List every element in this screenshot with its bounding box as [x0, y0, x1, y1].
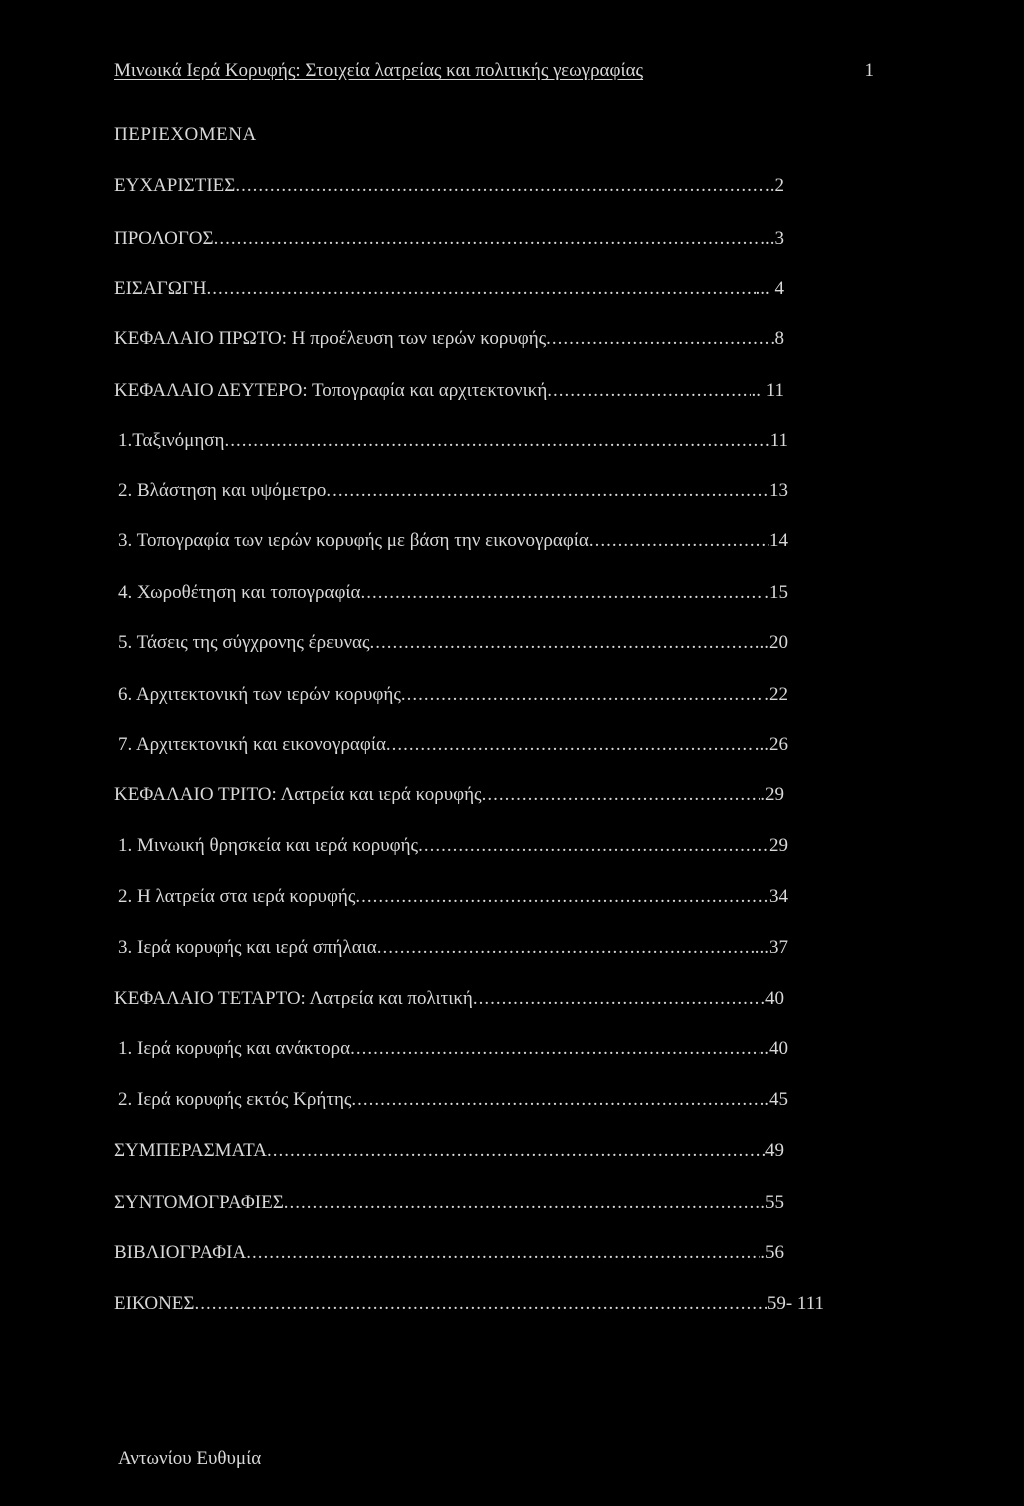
toc-leader-dots [386, 734, 755, 756]
toc-leader-dots [207, 278, 756, 300]
toc-entry-page: ..20 [759, 632, 788, 653]
toc-leader-dots [235, 175, 765, 197]
toc-entry-label: 1. Μινωική θρησκεία και ιερά κορυφής [118, 835, 419, 856]
toc-entry-label: ΚΕΦΑΛΑΙΟ ΠΡΩΤΟ: Η προέλευση των ιερών κορυφής [114, 328, 547, 349]
toc-entry [118, 632, 788, 660]
toc-entry [114, 1192, 784, 1220]
toc-entry [118, 1089, 788, 1117]
toc-entry-page: ... 4 [755, 278, 784, 299]
toc-entry-page: 34 [769, 886, 788, 907]
toc-entry-page: .22 [764, 684, 788, 705]
toc-entry [118, 430, 788, 458]
toc-entry [114, 1140, 784, 1168]
toc-entry-page: 29 [769, 835, 788, 856]
toc-entry [118, 480, 788, 508]
toc-entry-label: 2. Η λατρεία στα ιερά κορυφής [118, 886, 356, 907]
toc-leader-dots [370, 632, 760, 654]
toc-entry [114, 175, 784, 203]
toc-entry-page: ...37 [754, 937, 788, 958]
toc-entry-page: 59- 111 [766, 1293, 824, 1314]
toc-leader-dots [194, 1293, 766, 1315]
toc-entry [114, 328, 784, 356]
toc-entry-page: .29 [760, 784, 784, 805]
document-title: Μινωικά Ιερά Κορυφής: Στοιχεία λατρείας και πολιτικής γεωγραφίας [114, 60, 644, 81]
toc-entry-label: 6. Αρχιτεκτονική των ιερών κορυφής [118, 684, 401, 705]
toc-leader-dots [589, 530, 769, 552]
toc-entry [118, 530, 788, 558]
toc-entry-label: 1.Ταξινόμηση [118, 430, 225, 451]
toc-entry-page: 13 [769, 480, 788, 501]
toc-entry [118, 886, 788, 914]
toc-entry [114, 228, 784, 256]
toc-entry-label: ΚΕΦΑΛΑΙΟ ΤΕΤΑΡΤΟ: Λατρεία και πολιτική [114, 988, 473, 1009]
toc-leader-dots [284, 1192, 761, 1214]
toc-entry-page: 14 [769, 530, 788, 551]
toc-entry [118, 835, 788, 863]
toc-entry [114, 1293, 824, 1321]
author-name: Αντωνίου Ευθυμία [118, 1448, 262, 1469]
toc-entry [114, 278, 784, 306]
toc-entry-label: 2. Βλάστηση και υψόμετρο [118, 480, 327, 501]
toc-entry-label: ΣΥΝΤΟΜΟΓΡΑΦΙΕΣ [114, 1192, 284, 1213]
toc-leader-dots [418, 835, 769, 857]
toc-entry [118, 1038, 788, 1066]
toc-entry [118, 734, 788, 762]
toc-leader-dots [473, 988, 765, 1010]
toc-entry-page: ...3 [760, 228, 784, 249]
toc-entry-label: ΕΥΧΑΡΙΣΤΙΕΣ [114, 175, 236, 196]
toc-entry-page: .15 [764, 582, 788, 603]
toc-entry [118, 684, 788, 712]
toc-entry-page: 8 [774, 328, 784, 349]
page-number: 1 [864, 60, 874, 81]
toc-leader-dots [401, 684, 764, 706]
toc-entry-label: 7. Αρχιτεκτονική και εικονογραφία [118, 734, 386, 755]
toc-leader-dots [547, 380, 751, 402]
toc-leader-dots [350, 1038, 759, 1060]
toc-heading: ΠΕΡΙΕΧΟΜΕΝΑ [114, 124, 257, 145]
toc-entry-label: ΒΙΒΛΙΟΓΡΑΦΙΑ [114, 1242, 247, 1263]
toc-leader-dots [377, 937, 755, 959]
toc-leader-dots [214, 228, 761, 250]
toc-entry [118, 582, 788, 610]
toc-entry-page: .45 [764, 1089, 788, 1110]
toc-entry-label: ΕΙΣΑΓΩΓΗ [114, 278, 207, 299]
toc-entry-page: .55 [760, 1192, 784, 1213]
toc-entry-label: ΚΕΦΑΛΑΙΟ ΤΡΙΤΟ: Λατρεία και ιερά κορυφής [114, 784, 482, 805]
toc-entry-page: ...26 [754, 734, 788, 755]
toc-entry-label: ΠΡΟΛΟΓΟΣ [114, 228, 214, 249]
toc-leader-dots [361, 582, 765, 604]
toc-leader-dots [355, 886, 769, 908]
toc-entry-page: 49 [765, 1140, 784, 1161]
toc-entry [114, 988, 784, 1016]
toc-entry-label: 5. Τάσεις της σύγχρονης έρευνας [118, 632, 370, 653]
toc-leader-dots [267, 1140, 765, 1162]
toc-entry-label: 4. Χωροθέτηση και τοπογραφία [118, 582, 361, 603]
toc-leader-dots [482, 784, 761, 806]
toc-entry-page: ..40 [759, 1038, 788, 1059]
toc-leader-dots [224, 430, 769, 452]
toc-entry [114, 784, 784, 812]
toc-entry-label: 3. Τοπογραφία των ιερών κορυφής με βάση την εικονογραφία [118, 530, 589, 551]
toc-entry-label: 3. Ιερά κορυφής και ιερά σπήλαια [118, 937, 377, 958]
toc-leader-dots [351, 1089, 764, 1111]
toc-entry-page: ..2 [765, 175, 784, 196]
toc-entry-label: ΚΕΦΑΛΑΙΟ ΔΕΥΤΕΡΟ: Τοπογραφία και αρχιτεκτονική [114, 380, 548, 401]
toc-entry-label: 2. Ιερά κορυφής εκτός Κρήτης [118, 1089, 352, 1110]
toc-entry [118, 937, 788, 965]
toc-entry-page: .56 [760, 1242, 784, 1263]
toc-entry-label: ΣΥΜΠΕΡΑΣΜΑΤΑ [114, 1140, 267, 1161]
toc-entry [114, 1242, 784, 1270]
toc-entry-label: ΕΙΚΟΝΕΣ [114, 1293, 195, 1314]
toc-leader-dots [246, 1242, 760, 1264]
toc-entry [114, 380, 784, 408]
toc-leader-dots [546, 328, 774, 350]
toc-entry-label: 1. Ιερά κορυφής και ανάκτορα [118, 1038, 351, 1059]
toc-leader-dots [326, 480, 769, 502]
toc-entry-page: .. 11 [751, 380, 784, 401]
toc-entry-page: 11 [769, 430, 788, 451]
toc-entry-page: 40 [765, 988, 784, 1009]
running-header [114, 60, 874, 88]
